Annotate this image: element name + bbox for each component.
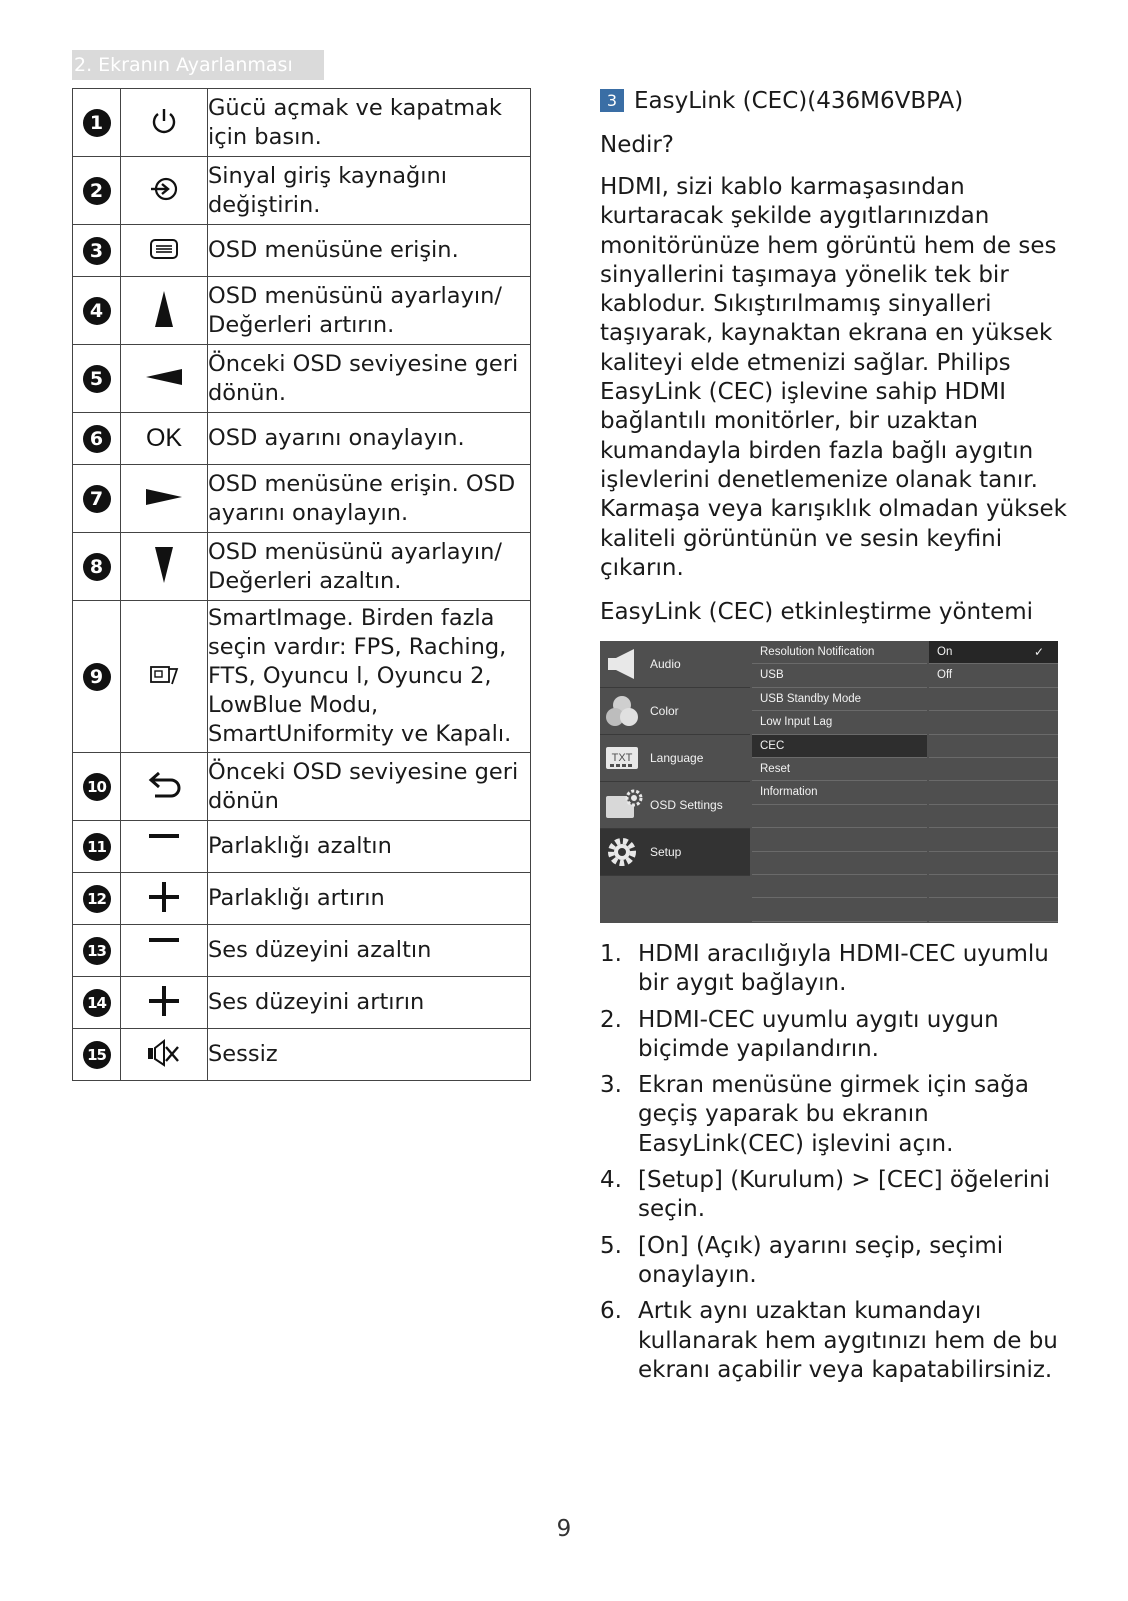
number-badge: 11 xyxy=(83,833,111,861)
table-row xyxy=(73,1029,531,1081)
table-row xyxy=(73,925,531,977)
list-item: 3. Ekran menüsüne girmek için sağa geçiş yaparak bu ekranın EasyLink(CEC) işlevini açın. xyxy=(600,1072,1029,1157)
table-row xyxy=(73,157,531,225)
osd-empty-row xyxy=(929,875,1058,898)
control-description: OSD menüsünü ayarlayın/ Değerleri artırın. xyxy=(208,277,531,345)
table-row xyxy=(73,277,531,345)
minus-icon xyxy=(147,845,181,864)
osd-submenu-item: USB xyxy=(752,664,927,687)
controls-table xyxy=(72,88,531,1081)
control-description: Sinyal giriş kaynağını değiştirin. xyxy=(208,157,531,225)
number-badge: 9 xyxy=(83,663,111,691)
osd-empty-row xyxy=(929,781,1058,804)
input-source-icon xyxy=(148,189,180,208)
osd-empty-row xyxy=(929,758,1058,781)
list-item: 6. Artık aynı uzaktan kumandayı kullanarak hem aygıtınızı hem de bu ekranı açabilir veya kapatabilirsiniz. xyxy=(600,1298,1058,1383)
osd-submenu-item: Resolution Notification xyxy=(752,641,927,664)
osd-empty-row xyxy=(752,805,927,828)
table-row xyxy=(73,753,531,821)
control-description: Sessiz xyxy=(208,1029,531,1081)
number-badge: 12 xyxy=(83,885,111,913)
back-icon xyxy=(147,785,181,804)
osd-category-language: TXT Language xyxy=(600,735,750,782)
table-row xyxy=(73,465,531,533)
control-description: Ses düzeyini artırın xyxy=(208,977,531,1029)
number-badge: 6 xyxy=(83,425,111,453)
table-row xyxy=(73,821,531,873)
gear-icon xyxy=(604,835,640,869)
osd-value-list xyxy=(929,641,1058,922)
osd-submenu-list xyxy=(752,641,927,922)
plus-icon xyxy=(147,1003,181,1022)
list-item: 5. [On] (Açık) ayarını seçip, seçimi onaylayın. xyxy=(600,1232,1004,1288)
down-arrow-icon xyxy=(152,570,176,589)
table-row xyxy=(73,601,531,753)
control-description: OSD menüsünü ayarlayın/ Değerleri azaltın. xyxy=(208,533,531,601)
svg-text:TXT: TXT xyxy=(611,752,633,764)
control-description: OSD menüsüne erişin. OSD ayarını onaylayın. xyxy=(208,465,531,533)
number-badge: 3 xyxy=(83,237,111,265)
txt-language-icon xyxy=(604,741,640,775)
number-badge: 13 xyxy=(83,937,111,965)
method-heading: EasyLink (CEC) etkinleştirme yöntemi xyxy=(600,599,1034,625)
minus-icon xyxy=(147,949,181,968)
osd-submenu-item: Reset xyxy=(752,758,927,781)
number-badge: 8 xyxy=(83,553,111,581)
up-arrow-icon xyxy=(152,314,176,333)
number-badge: 15 xyxy=(83,1041,111,1069)
table-row xyxy=(73,873,531,925)
osd-category-setup: Setup xyxy=(600,829,750,876)
section-title xyxy=(600,86,963,116)
osd-submenu-item: Low Input Lag xyxy=(752,711,927,734)
question-heading: Nedir? xyxy=(600,132,675,158)
number-badge: 5 xyxy=(83,365,111,393)
control-description: OSD menüsüne erişin. xyxy=(208,225,531,277)
plus-icon xyxy=(147,899,181,918)
number-badge: 10 xyxy=(83,773,111,801)
number-badge: 14 xyxy=(83,989,111,1017)
menu-icon xyxy=(149,245,179,264)
osd-submenu-item-cec: CEC xyxy=(752,735,927,758)
control-description: Parlaklığı azaltın xyxy=(208,821,531,873)
right-arrow-icon xyxy=(144,492,184,511)
table-row xyxy=(73,225,531,277)
osd-empty-row xyxy=(929,898,1058,921)
number-badge: 7 xyxy=(83,485,111,513)
mute-icon xyxy=(146,1053,182,1072)
table-row xyxy=(73,413,531,465)
osd-submenu-item: Information xyxy=(752,781,927,804)
steps-list xyxy=(600,940,1070,1392)
osd-value-off: Off xyxy=(929,664,1058,687)
osd-value-on: On ✓ xyxy=(929,641,1058,664)
section-number: 3 xyxy=(600,89,624,112)
osd-empty-row xyxy=(929,711,1058,734)
table-row xyxy=(73,345,531,413)
check-icon: ✓ xyxy=(1033,645,1044,659)
osd-category-list xyxy=(600,641,750,923)
osd-empty-row xyxy=(752,875,927,898)
osd-empty-row xyxy=(752,828,927,851)
section-header: 2. Ekranın Ayarlanması xyxy=(72,50,324,80)
list-item: 4. [Setup] (Kurulum) > [CEC] öğelerini seçin. xyxy=(600,1167,1051,1223)
osd-menu-screenshot xyxy=(600,641,1058,923)
color-icon xyxy=(604,694,640,728)
smartimage-icon xyxy=(148,673,180,692)
osd-empty-row xyxy=(752,898,927,921)
osd-empty-row xyxy=(752,852,927,875)
control-description: Önceki OSD seviyesine geri dönün. xyxy=(208,345,531,413)
osd-empty-row xyxy=(929,852,1058,875)
power-icon xyxy=(149,121,179,140)
table-row xyxy=(73,533,531,601)
control-description: OSD ayarını onaylayın. xyxy=(208,413,531,465)
osd-empty-row xyxy=(929,735,1058,758)
control-description: Parlaklığı artırın xyxy=(208,873,531,925)
left-arrow-icon xyxy=(144,372,184,391)
number-badge: 2 xyxy=(83,177,111,205)
osd-empty-row xyxy=(929,805,1058,828)
osd-settings-icon xyxy=(604,788,640,822)
osd-category-color: Color xyxy=(600,688,750,735)
list-item: 2. HDMI-CEC uyumlu aygıtı uygun biçimde yapılandırın. xyxy=(600,1006,999,1062)
osd-empty-row xyxy=(929,688,1058,711)
control-description: Önceki OSD seviyesine geri dönün xyxy=(208,753,531,821)
description-paragraph: HDMI, sizi kablo karmaşasından kurtaracak şekilde aygıtlarınızdan monitörünüze hem görüntü hem de ses sinyallerini taşımaya yönelik tek bir kablodur. Sıkıştırılmamış sinyalleri taşıyarak, kaynaktan ekrana en yüksek kaliteyi elde etmenizi sağlar. Philips EasyLink (CEC) işlevine sahip HDMI bağlantılı monitörler, bir uzaktan kumandayla birden fazla bağlı aygıtın işlevlerini denetlemenize olanak tanır. Karmaşa veya karışıklık olmadan yüksek kaliteli görüntünün ve sesin keyfini çıkarın. xyxy=(600,174,1067,581)
speaker-icon xyxy=(604,647,640,681)
control-description: Ses düzeyini azaltın xyxy=(208,925,531,977)
osd-empty-row xyxy=(929,828,1058,851)
table-row xyxy=(73,89,531,157)
control-description: Gücü açmak ve kapatmak için basın. xyxy=(208,89,531,157)
list-item: 1. HDMI aracılığıyla HDMI-CEC uyumlu bir aygıt bağlayın. xyxy=(600,941,1049,997)
osd-submenu-item: USB Standby Mode xyxy=(752,688,927,711)
osd-category-audio: Audio xyxy=(600,641,750,688)
ok-icon: OK xyxy=(145,424,183,452)
section-title-text: EasyLink (CEC)(436M6VBPA) xyxy=(634,88,964,114)
control-description: SmartImage. Birden fazla seçin vardır: FPS, Raching, FTS, Oyuncu l, Oyuncu 2, LowBlue Modu, SmartUniformity ve Kapalı. xyxy=(208,601,531,753)
table-row xyxy=(73,977,531,1029)
number-badge: 1 xyxy=(83,109,111,137)
number-badge: 4 xyxy=(83,297,111,325)
osd-category-osd-settings: OSD Settings xyxy=(600,782,750,829)
page-number: 9 xyxy=(556,1516,572,1542)
